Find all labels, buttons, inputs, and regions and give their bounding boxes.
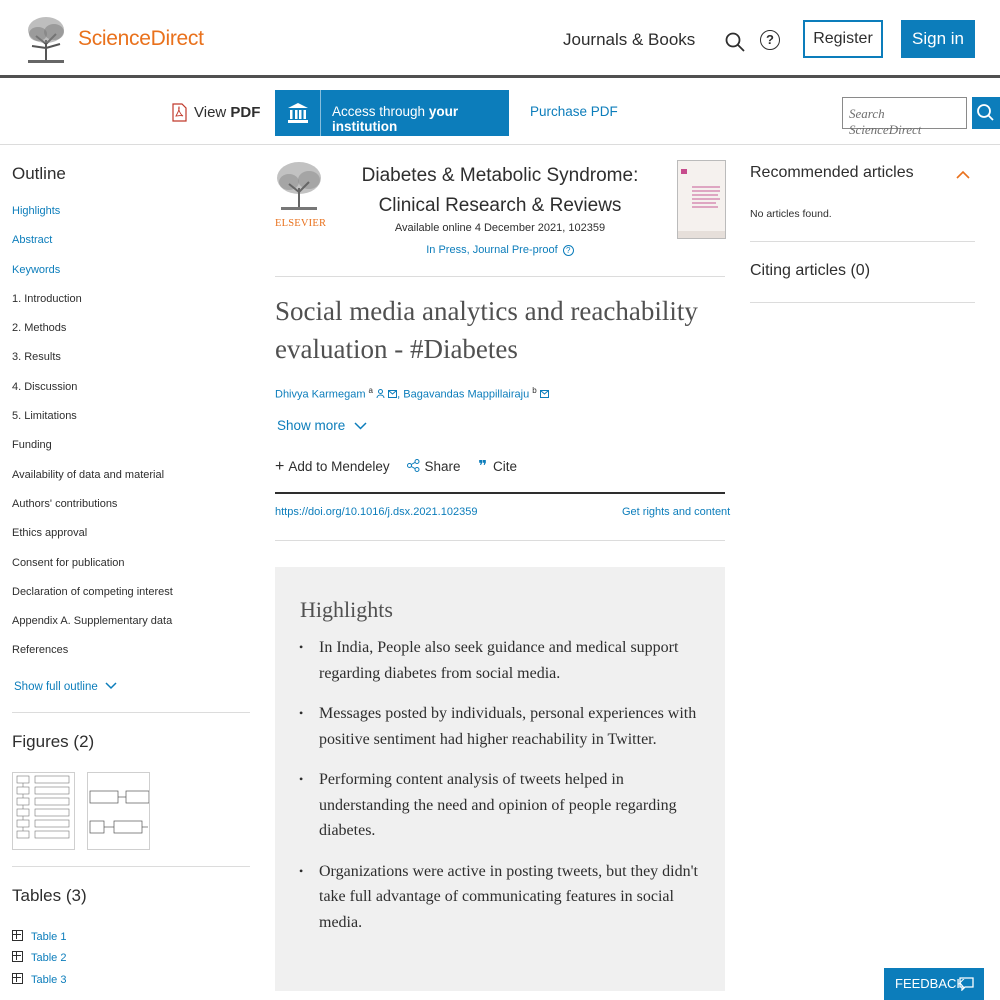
outline-item[interactable]: References	[12, 644, 69, 657]
email-icon[interactable]	[540, 390, 549, 398]
author-affiliation-2: b	[532, 386, 537, 395]
search-icon	[972, 97, 1000, 129]
journals-books-link[interactable]: Journals & Books	[563, 30, 696, 49]
sign-in-button[interactable]: Sign in	[901, 20, 975, 58]
figure-thumbnail-1[interactable]	[12, 772, 75, 850]
table-link-1[interactable]	[12, 930, 66, 943]
journal-cover-image[interactable]	[677, 160, 726, 239]
cite-label: Cite	[493, 459, 518, 474]
quote-icon: ❞	[478, 458, 488, 475]
author-link-2[interactable]: Bagavandas Mappillairaju	[403, 388, 530, 401]
chevron-down-icon	[105, 682, 117, 690]
search-icon[interactable]	[724, 31, 746, 53]
outline-item[interactable]: Funding	[12, 439, 52, 452]
outline-item[interactable]: 4. Discussion	[12, 380, 78, 393]
available-online-date: Available online 4 December 2021, 102359	[394, 222, 606, 234]
doi-link[interactable]: https://doi.org/10.1016/j.dsx.2021.102359	[275, 506, 478, 518]
table-label: Table 2	[31, 952, 67, 964]
access-bold: your institution	[332, 104, 459, 134]
table-icon	[12, 951, 23, 962]
plus-icon: +	[275, 458, 285, 475]
divider	[275, 540, 725, 541]
register-button[interactable]: Register	[803, 20, 883, 58]
show-more-button[interactable]	[277, 418, 367, 433]
access-prefix: Access through	[332, 104, 426, 119]
in-press-label[interactable]	[340, 244, 660, 256]
figures-title: Figures (2)	[12, 732, 95, 751]
chevron-up-icon[interactable]	[956, 168, 970, 182]
search-input[interactable]: Search ScienceDirect	[842, 97, 967, 129]
info-icon: ?	[563, 245, 574, 256]
mendeley-label: Add to Mendeley	[288, 459, 390, 474]
search-submit-button[interactable]	[972, 97, 1000, 129]
outline-item[interactable]: Declaration of competing interest	[12, 585, 173, 598]
author-list	[275, 386, 549, 401]
divider	[750, 241, 975, 242]
outline-item[interactable]: Appendix A. Supplementary data	[12, 615, 173, 628]
elsevier-publisher-logo[interactable]	[275, 160, 327, 229]
figure-1-preview	[13, 773, 74, 849]
elsevier-tree-logo-icon[interactable]	[24, 14, 68, 64]
outline-item[interactable]: Ethics approval	[12, 527, 88, 540]
outline-item[interactable]: Consent for publication	[12, 556, 125, 569]
purchase-pdf-link[interactable]: Purchase PDF	[530, 104, 618, 119]
show-more-label: Show more	[277, 418, 346, 433]
outline-item[interactable]: Highlights	[12, 205, 61, 217]
share-icon	[407, 459, 420, 472]
feedback-button[interactable]	[884, 968, 984, 1000]
journal-cover-preview	[678, 161, 725, 238]
pdf-icon[interactable]	[172, 103, 187, 122]
access-label	[332, 104, 509, 134]
divider	[12, 712, 250, 713]
elsevier-wordmark: ELSEVIER	[275, 218, 327, 229]
top-header	[0, 0, 1000, 78]
table-label: Table 1	[31, 931, 67, 943]
recommended-articles-toggle[interactable]: Recommended articles	[750, 164, 914, 181]
highlights-title: Highlights	[300, 597, 393, 622]
divider	[320, 90, 321, 136]
outline-title: Outline	[12, 164, 66, 183]
outline-list	[12, 205, 173, 674]
table-link-3[interactable]	[12, 973, 66, 986]
no-articles-message: No articles found.	[750, 208, 832, 220]
elsevier-tree-icon	[275, 160, 323, 212]
view-pdf-link[interactable]	[194, 104, 260, 121]
highlight-item: • Organizations were active in posting tweets, but they didn't take full advantage of communicating features in social media.	[299, 859, 699, 936]
divider	[275, 492, 725, 494]
chevron-down-icon	[354, 422, 367, 430]
show-full-outline-label: Show full outline	[14, 681, 98, 693]
highlight-item: • Messages posted by individuals, personal experiences with positive sentiment had higher reachability in Twitter.	[299, 701, 699, 752]
author-affiliation-1: a	[368, 386, 373, 395]
institution-icon	[287, 102, 309, 124]
figure-thumbnail-2[interactable]	[87, 772, 150, 850]
outline-item[interactable]: Availability of data and material	[12, 468, 165, 481]
highlights-list	[299, 635, 699, 950]
article-actions	[275, 457, 531, 476]
citing-articles-toggle[interactable]: Citing articles (0)	[750, 262, 871, 279]
share-label: Share	[424, 459, 461, 474]
outline-item[interactable]: Authors' contributions	[12, 497, 118, 510]
highlight-item: • In India, People also seek guidance and medical support regarding diabetes from social media.	[299, 635, 699, 686]
table-label: Table 3	[31, 974, 67, 986]
highlights-section	[275, 567, 725, 991]
author-link-1[interactable]: Dhivya Karmegam	[275, 388, 366, 401]
journal-title-link[interactable]: Diabetes & Metabolic Syndrome: Clinical Research & Reviews	[361, 165, 639, 216]
divider	[12, 866, 250, 867]
outline-item[interactable]: Keywords	[12, 263, 61, 276]
chat-bubble-icon	[959, 977, 974, 991]
divider	[750, 302, 975, 303]
figure-2-preview	[88, 773, 149, 849]
outline-item[interactable]: 3. Results	[12, 351, 61, 364]
outline-item[interactable]: Abstract	[12, 234, 53, 247]
article-toolbar	[0, 81, 1000, 145]
outline-item[interactable]: 5. Limitations	[12, 410, 77, 423]
feedback-label: FEEDBACK	[895, 976, 966, 991]
table-icon	[12, 930, 23, 941]
highlight-item: • Performing content analysis of tweets helped in understanding the need and opinion of people regarding diabetes.	[299, 767, 699, 844]
author-separator: ,	[397, 388, 401, 401]
divider	[275, 276, 725, 277]
table-icon	[12, 973, 23, 984]
person-icon[interactable]	[376, 389, 385, 398]
rights-content-link[interactable]: Get rights and content	[622, 506, 731, 518]
add-to-mendeley-button[interactable]	[275, 459, 393, 474]
view-pdf-bold: PDF	[230, 104, 261, 121]
cite-button[interactable]	[478, 459, 517, 474]
brand-link[interactable]: ScienceDirect	[78, 27, 204, 50]
show-full-outline-link[interactable]	[14, 681, 117, 693]
table-link-2[interactable]	[12, 951, 66, 964]
outline-item[interactable]: 1. Introduction	[12, 292, 82, 305]
access-institution-button[interactable]	[275, 90, 509, 136]
share-button[interactable]	[407, 459, 464, 474]
email-icon[interactable]	[388, 390, 397, 398]
help-icon[interactable]: ?	[760, 30, 780, 50]
in-press-text: In Press, Journal Pre-proof	[426, 244, 558, 256]
tables-title: Tables (3)	[12, 886, 87, 905]
view-pdf-prefix: View	[194, 104, 227, 121]
article-title: Social media analytics and reachability evaluation - #Diabetes	[275, 296, 698, 364]
outline-item[interactable]: 2. Methods	[12, 322, 67, 335]
